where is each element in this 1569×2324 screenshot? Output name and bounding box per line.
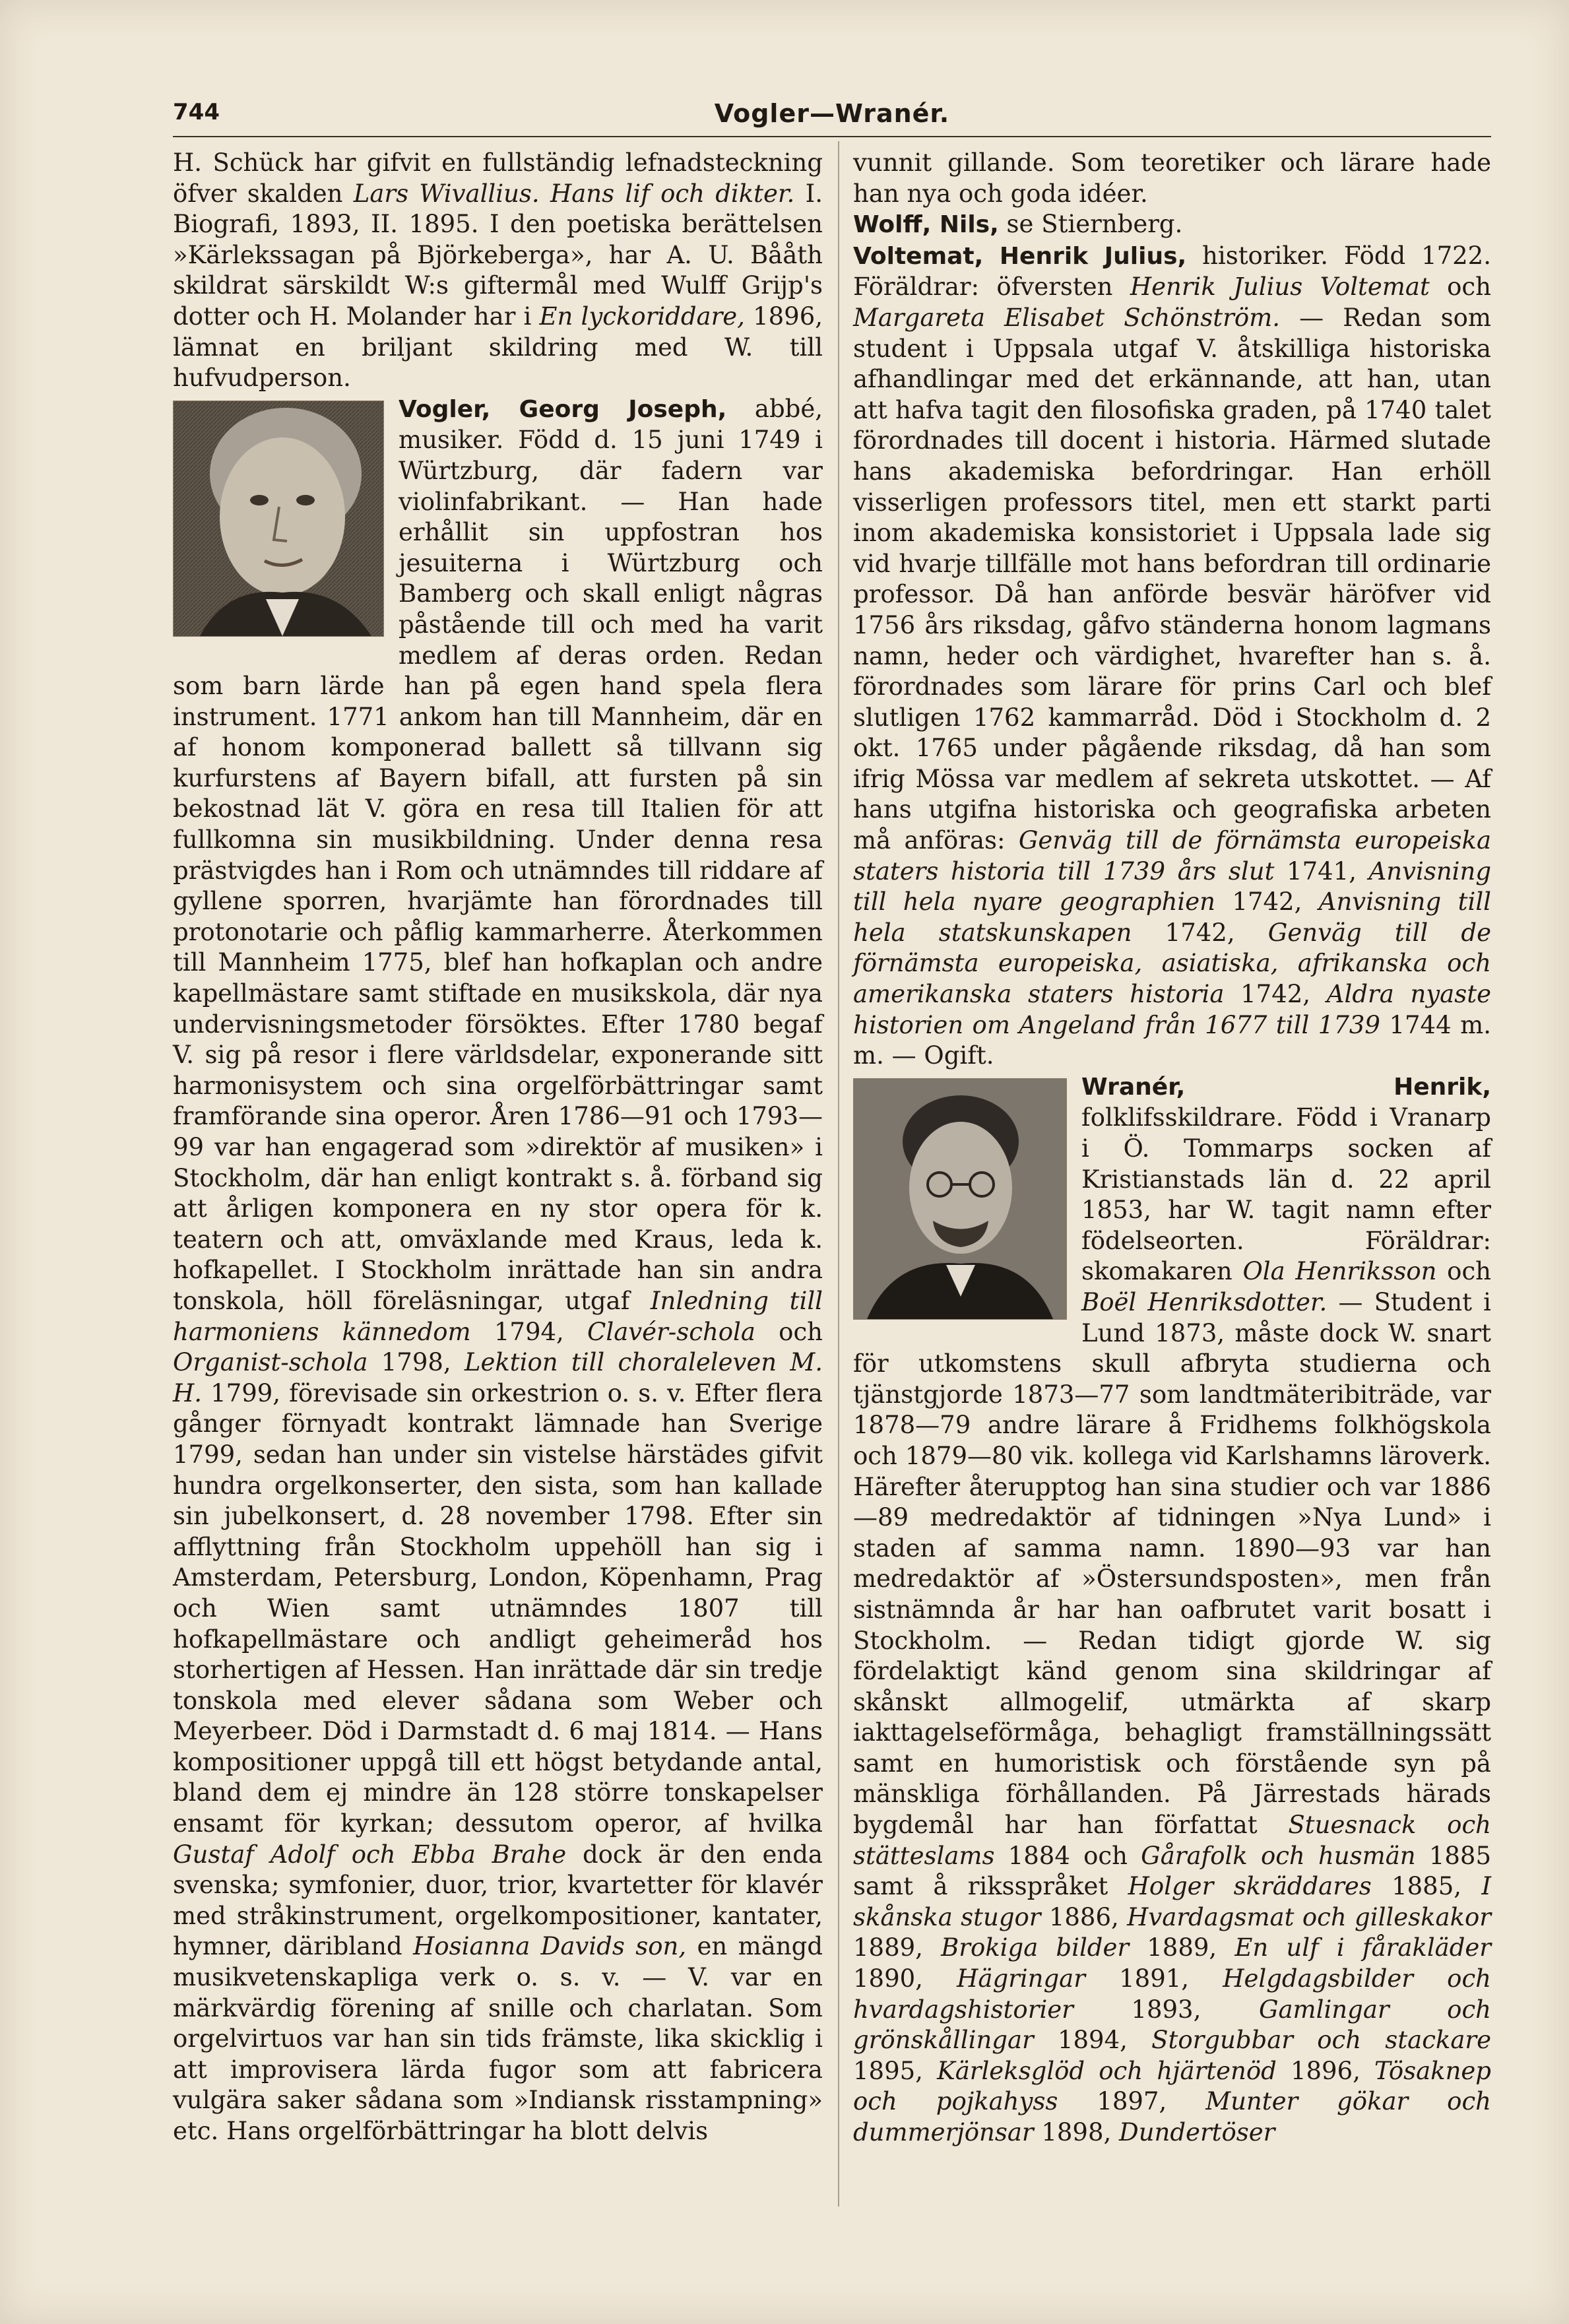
- wivallius-entry-continuation: H. Schück har gifvit en fullständig lefnadsteckning öfver skalden Lars Wivallius. Hans lif och dikter. I. Biografi, 1893, II. 1895. I den poetiska berättelsen »Kärlekssagan på Björkeberga», har A. U. Bååth skildrat särskildt W:s giftermål med Wulff Grijp's dotter och H. Molander har i En lyckoriddare, 1896, lämnat en briljant skildring med W. till hufvudperson.: [173, 148, 823, 393]
- vogler-entry: Vogler, Georg Joseph, abbé, musiker. Född d. 15 juni 1749 i Würtzburg, där fadern var violinfabrikant. — Han hade erhållit sin uppfostran hos jesuiterna i Würtzburg och Bamberg och skall enligt någras påstående till och med ha varit medlem af deras orden. Redan som barn lärde han på egen hand spela flera instrument. 1771 ankom han till Mannheim, där en af honom komponerad ballett så tillvann sig kurfurstens af Bayern bifall, att fursten på sin bekostnad lät V. göra en resa till Italien för att fullkomna sin musikbildning. Under denna resa prästvigdes han i Rom och utnämndes till riddare af gyllene sporren, hvarjämte han förordnades till protonotarie och påflig kammarherre. Återkommen till Mannheim 1775, blef han hofkaplan och andre kapellmästare samt stiftade en musikskola, där nya undervisningsmetoder försöktes. Efter 1780 begaf V. sig på resor i flere världsdelar, exponerande sitt harmonisystem och sina orgelförbättringar samt framförande sina operor. Åren 1786—91 och 1793—99 var han engagerad som »direktör af musiken» i Stockholm, där han enligt kontrakt s. å. förband sig att årligen komponera en ny stor opera för k. teatern och att, omväxlande med Kraus, leda k. hofkapellet. I Stockholm inrättade han sin andra tonskola, höll föreläsningar, utgaf Inledning till harmoniens kännedom 1794, Clavér-schola och Organist-schola 1798, Lektion till choraleleven M. H. 1799, förevisade sin orkestrion o. s. v. Efter flera gånger förnyadt kontrakt lämnade han Sverige 1799, sedan han under sin vistelse härstädes gifvit hundra orgelkonserter, den sista, som han kallade sin jubelkonsert, d. 28 november 1798. Efter sin afflyttning från Stockholm uppehöll han sig i Amsterdam, Petersburg, London, Köpenhamn, Prag och Wien samt utnämndes 1807 till hofkapellmästare och andligt geheimeråd hos storhertigen af Hessen. Han inrättade där sin tredje tonskola med elever sådana som Weber och Meyerbeer. Död i Darmstadt d. 6 maj 1814. — Hans kompositioner uppgå till ett högst betydande antal, bland dem ej mindre än 128 större tonskapelser ensamt för kyrkan; dessutom operor, af hvilka Gustaf Adolf och Ebba Brahe dock är den enda svenska; symfonier, duor, trior, kvartetter för klavér med stråkinstrument, orgelkompositioner, kantater, hymner, däribland Hosianna Davids son, en mängd musikvetenskapliga verk o. s. v. — V. var en märkvärdig förening af snille och charlatan. Som orgelvirtuos var han sin tids främste, lika skicklig i att improvisera lärda fugor som att fabricera vulgära saker sådana som »Indiansk risstampning» etc. Hans orgelförbättringar ha blott delvis: [173, 394, 823, 2145]
- running-head: Vogler—Wranér.: [714, 99, 950, 128]
- vogler-portrait-image: [174, 401, 383, 636]
- voltemat-entry: Voltemat, Henrik Julius, historiker. Född 1722. Föräldrar: öfversten Henrik Julius Voltemat och Margareta Elisabet Schönström. — Redan som student i Uppsala utgaf V. åtskilliga historiska afhandlingar med det erkännande, att han, utan att hafva tagit den filosofiska graden, på 1740 talet förordnades till docent i historia. Härmed slutade hans akademiska befordringar. Han erhöll visserligen professors titel, men ett starkt parti inom akademiska konsistoriet i Uppsala lade sig vid hvarje tillfälle mot hans befordran till ordinarie professor. Då han anförde besvär häröfver vid 1756 års riksdag, gåfvo ständerna honom lagmans namn, heder och värdighet, hvarefter han s. å. förordnades som lärare för prins Carl och blef slutligen 1762 kammarråd. Död i Stockholm d. 2 okt. 1765 under pågående riksdag, då han som ifrig Mössa var medlem af sekreta utskottet. — Af hans utgifna historiska och geografiska arbeten må anföras: Genväg till de förnämsta europeiska staters historia till 1739 års slut 1741, Anvisning till hela nyare geographien 1742, Anvisning till hela statskunskapen 1742, Genväg till de förnämsta europeiska, asiatiska, afrikanska och amerikanska staters historia 1742, Aldra nyaste historien om Angeland från 1677 till 1739 1744 m. m. — Ogift.: [853, 241, 1492, 1070]
- wraner-entry: Wranér, Henrik, folklifsskildrare. Född i Vranarp i Ö. Tommarps socken af Kristianstads län d. 22 april 1853, har W. tagit namn efter födelseorten. Föräldrar: skomakaren Ola Henriksson och Boël Henriksdotter. — Student i Lund 1873, måste dock W. snart för utkomstens skull afbryta studierna och tjänstgjorde 1873—77 som landtmäteribiträde, var 1878—79 andre lärare å Fridhems folkhögskola och 1879—80 vik. kollega vid Karlshamns läroverk. Härefter återupptog han sina studier och var 1886—89 medredaktör af tidningen »Nya Lund» i staden af samma namn. 1890—93 var han medredaktör af »Östersundsposten», men från sistnämnda år har han oafbrutet varit bosatt i Stockholm. — Redan tidigt gjorde W. sig fördelaktigt känd genom sina skildringar af skånskt allmogelif, utmärkta af skarp iakttagelseförmåga, behagligt framställningssätt samt en humoristisk och förstående syn på mänskliga förhållanden. På Järrestads härads bygdemål har han författat Stuesnack och stätteslams 1884 och Gårafolk och husmän 1885 samt å riksspråket Holger skräddares 1885, I skånska stugor 1886, Hvardagsmat och gilleskakor 1889, Brokiga bilder 1889, En ulf i fårakläder 1890, Hägringar 1891, Helgdagsbilder och hvardagshistorier 1893, Gamlingar och grönskållingar 1894, Storgubbar och stackare 1895, Kärleksglöd och hjärtenöd 1896, Tösaknep och pojkahyss 1897, Munter gökar och dummerjönsar 1898, Dundertöser: [853, 1073, 1491, 2146]
- wolff-entry-head: Wolff, Nils,: [853, 211, 999, 239]
- voltemat-entry-head: Voltemat, Henrik Julius,: [853, 242, 1187, 270]
- header-rule: [173, 136, 1491, 137]
- vogler-portrait: [173, 401, 384, 637]
- wraner-portrait: [853, 1078, 1067, 1320]
- column-divider: [838, 141, 839, 2207]
- page-header: [173, 99, 1491, 139]
- vogler-entry-head: Vogler, Georg Joseph,: [399, 395, 727, 423]
- page-number: 744: [173, 99, 220, 125]
- wraner-portrait-image: [854, 1079, 1066, 1319]
- wraner-entry-head: Wranér, Henrik,: [1081, 1073, 1491, 1101]
- wolff-entry: Wolff, Nils, se Stiernberg.: [853, 210, 1183, 239]
- left-column: [173, 148, 823, 2147]
- right-column: [853, 148, 1491, 2148]
- vogler-entry-continuation: vunnit gillande. Som teoretiker och lärare hade han nya och goda idéer.: [853, 148, 1491, 208]
